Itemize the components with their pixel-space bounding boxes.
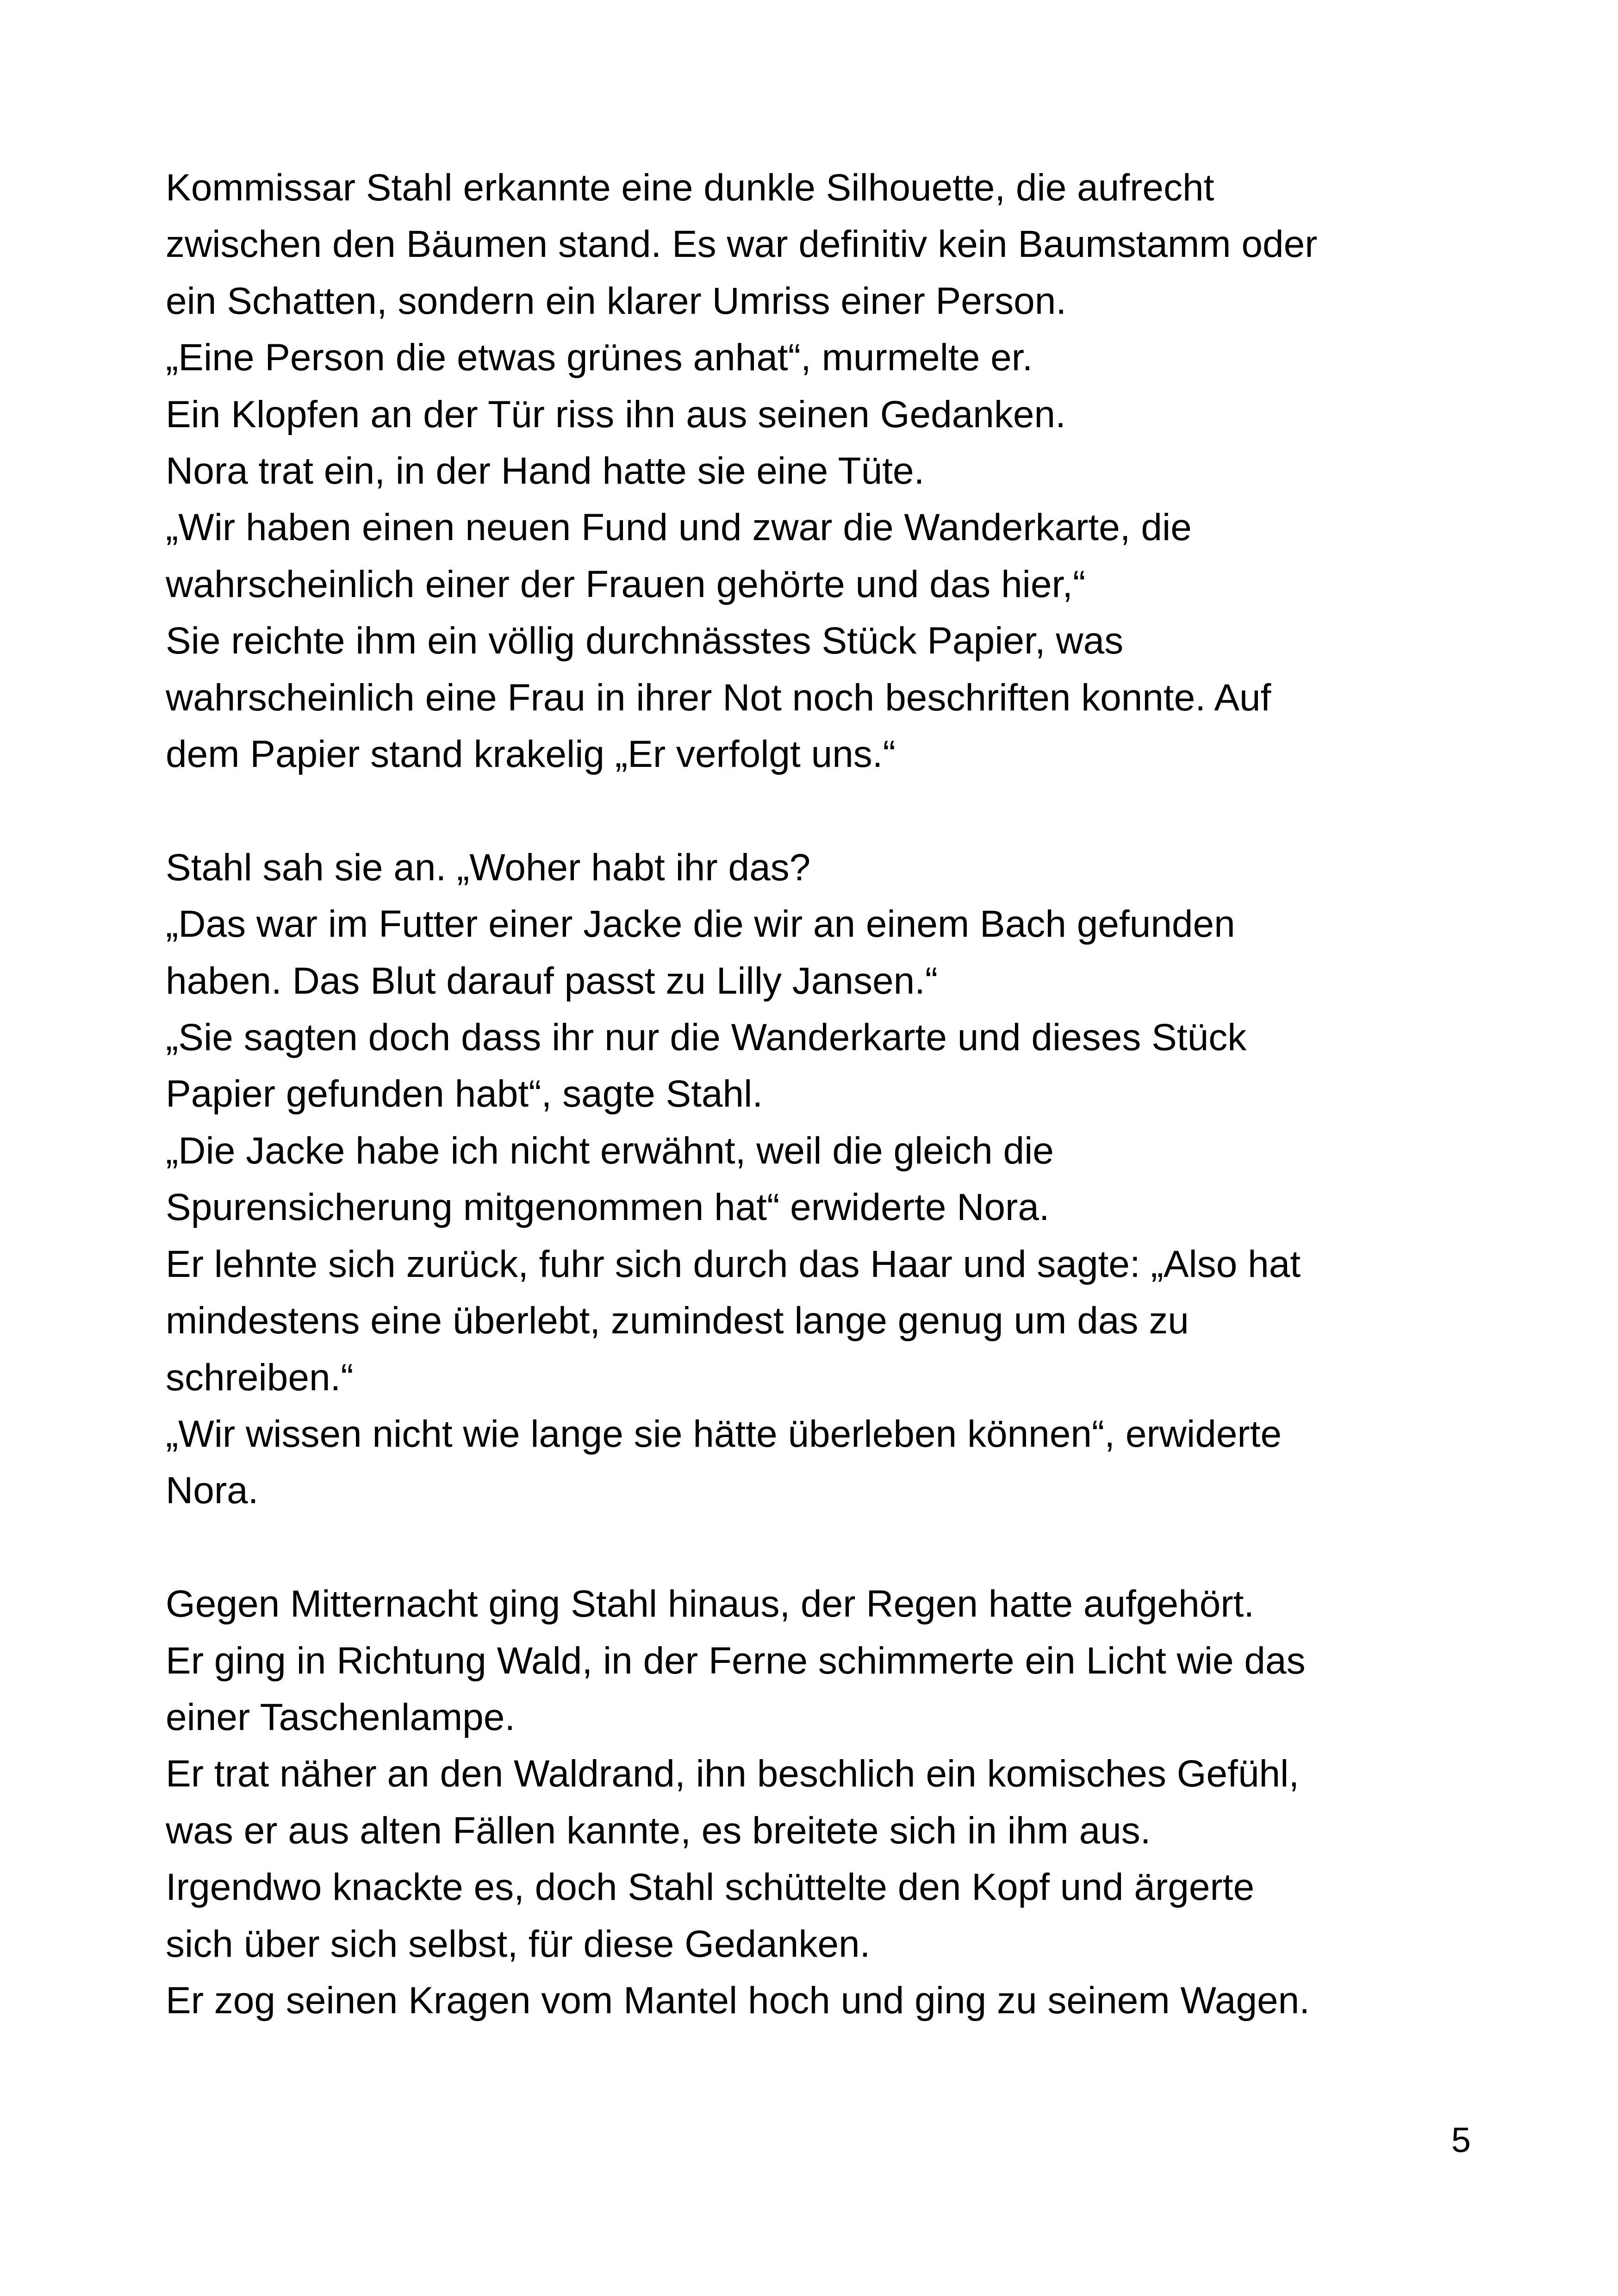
text-line: sich über sich selbst, für diese Gedanken.	[166, 1923, 871, 1965]
text-line: Kommissar Stahl erkannte eine dunkle Silhouette, die aufrecht	[166, 167, 1214, 209]
text-line: dem Papier stand krakelig „Er verfolgt uns.“	[166, 733, 896, 776]
text-line: wahrscheinlich eine Frau in ihrer Not noch beschriften konnte. Auf	[166, 676, 1271, 719]
paragraph	[166, 1576, 1475, 2029]
text-line: einer Taschenlampe.	[166, 1696, 516, 1738]
text-line: Stahl sah sie an. „Woher habt ihr das?	[166, 846, 811, 889]
text-line: mindestens eine überlebt, zumindest lange genug um das zu	[166, 1300, 1189, 1342]
text-line: „Eine Person die etwas grünes anhat“, murmelte er.	[166, 336, 1033, 379]
text-line: Spurensicherung mitgenommen hat“ erwiderte Nora.	[166, 1186, 1050, 1229]
paragraph	[166, 840, 1475, 1519]
text-line: schreiben.“	[166, 1356, 354, 1399]
text-line: Er zog seinen Kragen vom Mantel hoch und ging zu seinem Wagen.	[166, 1979, 1310, 2022]
text-line: „Wir wissen nicht wie lange sie hätte überleben können“, erwiderte	[166, 1412, 1282, 1455]
text-line: Gegen Mitternacht ging Stahl hinaus, der Regen hatte aufgehört.	[166, 1583, 1255, 1625]
paragraph-gap	[166, 1519, 1475, 1576]
text-line: zwischen den Bäumen stand. Es war definitiv kein Baumstamm oder	[166, 223, 1318, 266]
text-line: „Die Jacke habe ich nicht erwähnt, weil die gleich die	[166, 1129, 1054, 1172]
text-line: ein Schatten, sondern ein klarer Umriss einer Person.	[166, 280, 1067, 322]
text-line: Nora trat ein, in der Hand hatte sie eine Tüte.	[166, 450, 925, 492]
text-line: wahrscheinlich einer der Frauen gehörte und das hier,“	[166, 563, 1086, 605]
body-text	[166, 160, 1475, 2029]
paragraph-gap	[166, 783, 1475, 839]
text-line: Ein Klopfen an der Tür riss ihn aus seinen Gedanken.	[166, 393, 1066, 436]
text-line: was er aus alten Fällen kannte, es breitete sich in ihm aus.	[166, 1809, 1151, 1852]
text-line: „Das war im Futter einer Jacke die wir an einem Bach gefunden	[166, 903, 1235, 946]
text-line: Irgendwo knackte es, doch Stahl schüttelte den Kopf und ärgerte	[166, 1866, 1255, 1909]
text-line: Papier gefunden habt“, sagte Stahl.	[166, 1073, 763, 1115]
text-line: Er lehnte sich zurück, fuhr sich durch das Haar und sagte: „Also hat	[166, 1243, 1301, 1285]
text-line: Nora.	[166, 1469, 259, 1512]
text-line: „Sie sagten doch dass ihr nur die Wanderkarte und dieses Stück	[166, 1016, 1247, 1059]
text-line: Sie reichte ihm ein völlig durchnässtes Stück Papier, was	[166, 620, 1124, 662]
text-line: „Wir haben einen neuen Fund und zwar die Wanderkarte, die	[166, 506, 1192, 549]
text-line: Er trat näher an den Waldrand, ihn beschlich ein komisches Gefühl,	[166, 1753, 1300, 1795]
paragraph	[166, 160, 1475, 783]
text-line: Er ging in Richtung Wald, in der Ferne schimmerte ein Licht wie das	[166, 1639, 1306, 1682]
page-number: 5	[1451, 2121, 1471, 2160]
text-line: haben. Das Blut darauf passt zu Lilly Jansen.“	[166, 959, 938, 1002]
